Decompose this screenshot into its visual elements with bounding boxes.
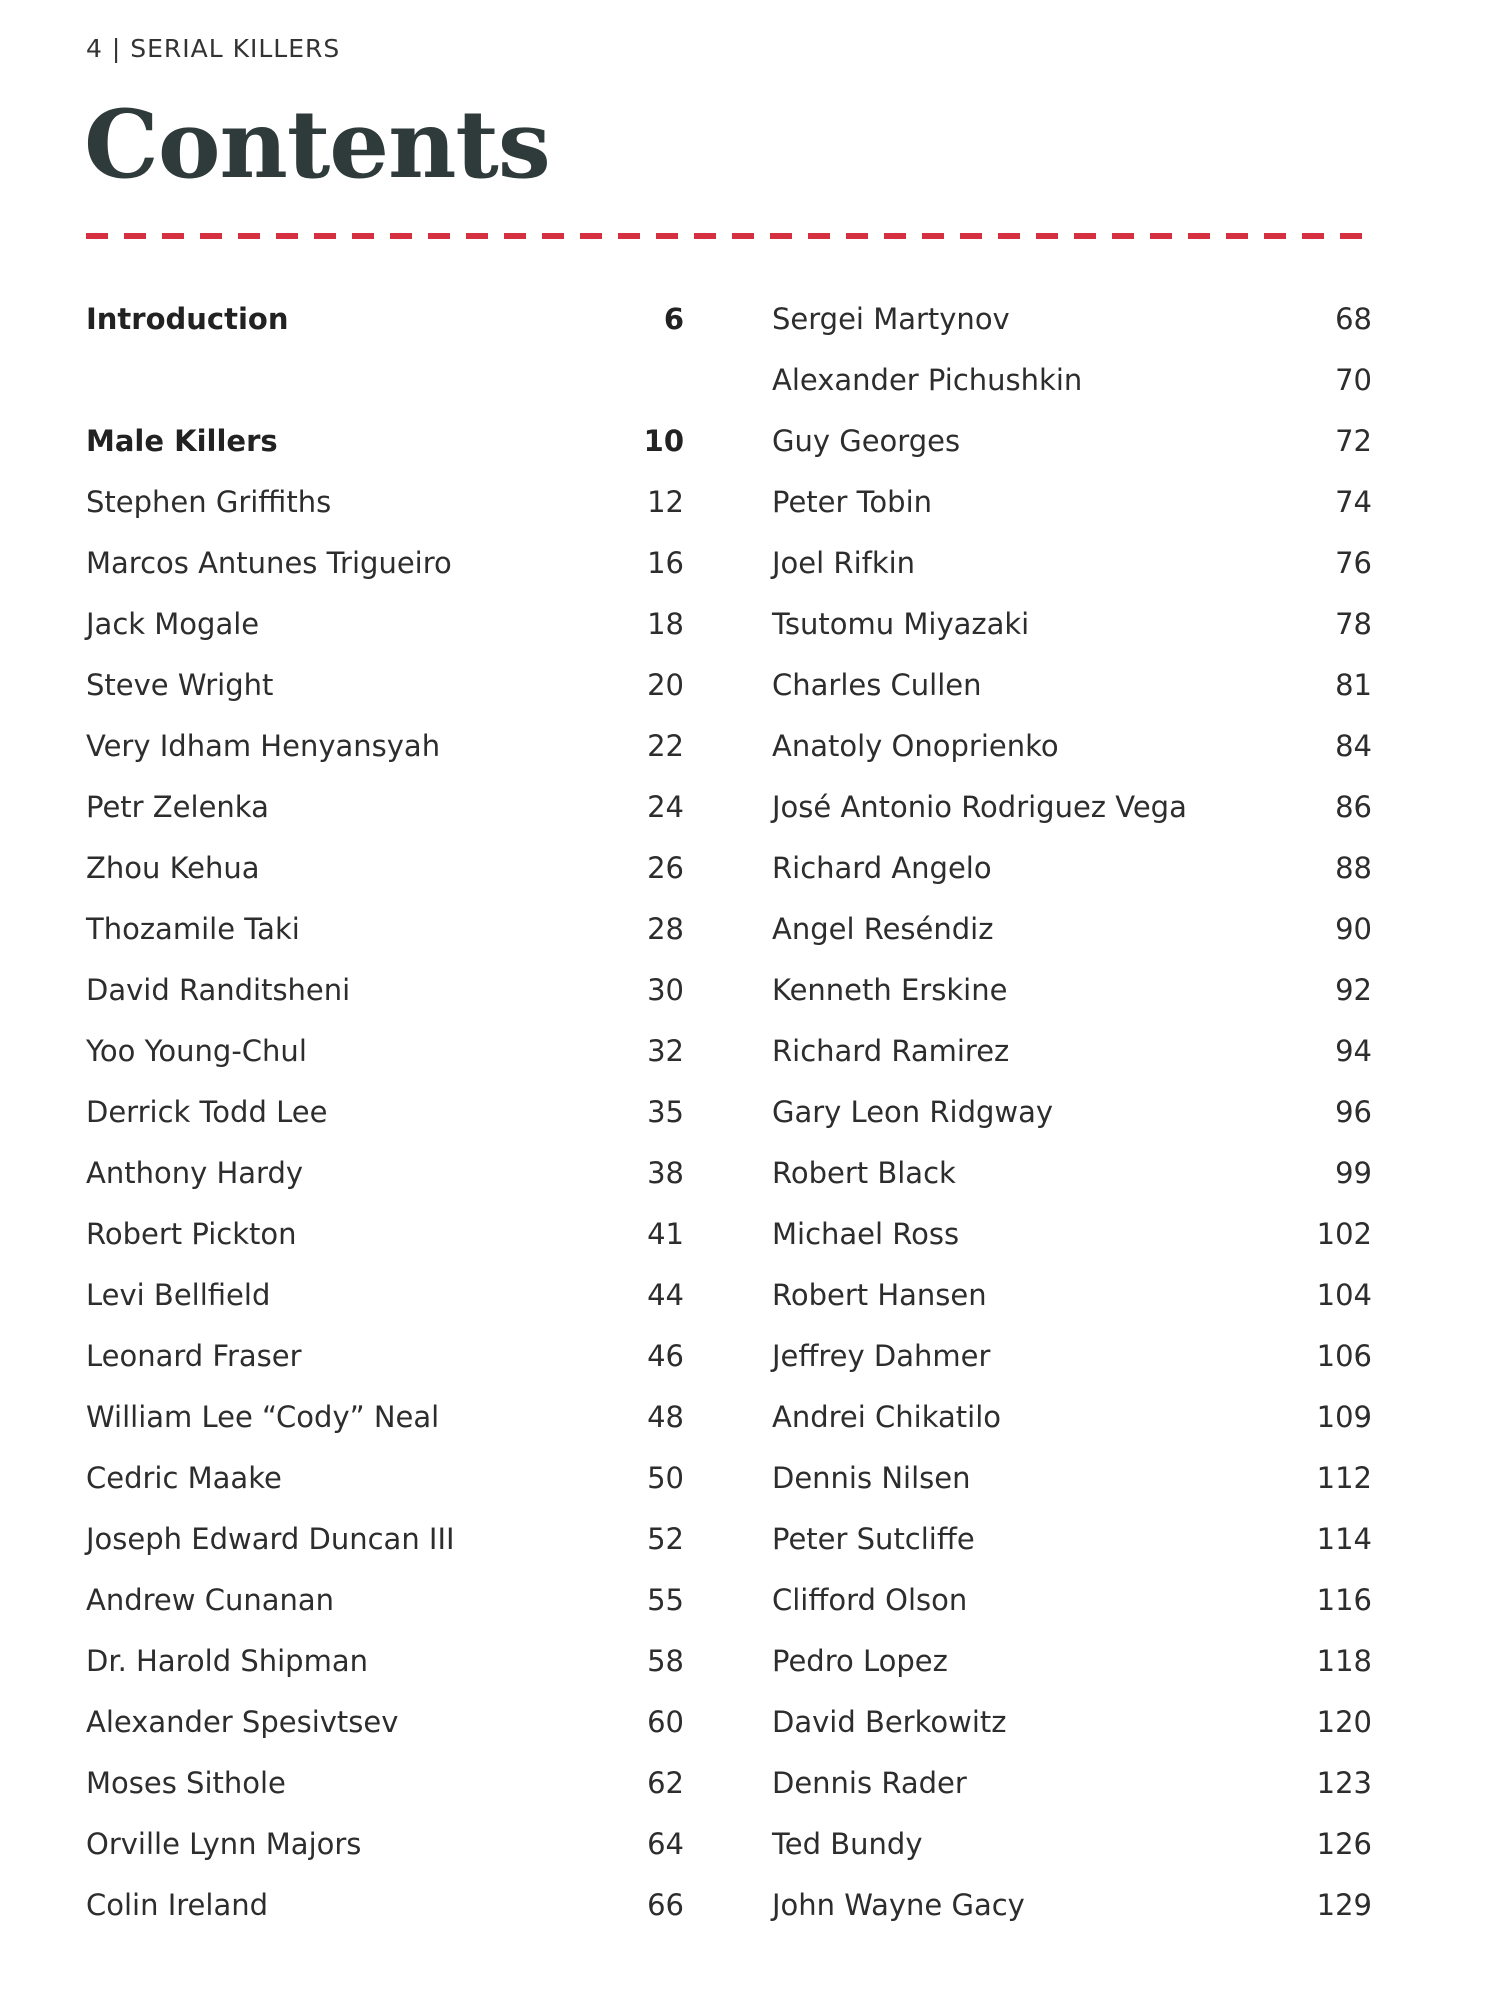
toc-entry-title: Steve Wright bbox=[86, 668, 274, 702]
toc-entry-title: Joseph Edward Duncan III bbox=[86, 1522, 455, 1556]
toc-entry-title: Colin Ireland bbox=[86, 1888, 269, 1922]
toc-entry-title: Richard Angelo bbox=[772, 851, 992, 885]
toc-entry bbox=[772, 838, 1372, 899]
dashed-divider bbox=[86, 233, 1378, 239]
toc-section-heading bbox=[86, 289, 684, 350]
toc-entry bbox=[772, 777, 1372, 838]
toc-entry bbox=[86, 899, 684, 960]
toc-entry-title: Alexander Pichushkin bbox=[772, 363, 1083, 397]
toc-entry-page-number: 114 bbox=[1316, 1522, 1372, 1556]
toc-entry bbox=[772, 716, 1372, 777]
toc-entry bbox=[86, 716, 684, 777]
toc-entry bbox=[772, 533, 1372, 594]
toc-entry-page-number: 52 bbox=[647, 1522, 684, 1556]
toc-entry bbox=[772, 655, 1372, 716]
toc-entry bbox=[772, 1753, 1372, 1814]
toc-entry-title: Moses Sithole bbox=[86, 1766, 286, 1800]
toc-entry bbox=[772, 1326, 1372, 1387]
toc-entry bbox=[772, 350, 1372, 411]
toc-entry bbox=[772, 289, 1372, 350]
toc-entry bbox=[772, 1021, 1372, 1082]
toc-entry-title: Dr. Harold Shipman bbox=[86, 1644, 368, 1678]
toc-entry-page-number: 109 bbox=[1316, 1400, 1372, 1434]
toc-entry-page-number: 106 bbox=[1316, 1339, 1372, 1373]
toc-entry-page-number: 46 bbox=[647, 1339, 684, 1373]
toc-entry-page-number: 30 bbox=[647, 973, 684, 1007]
toc-entry-page-number: 50 bbox=[647, 1461, 684, 1495]
toc-entry-title: Pedro Lopez bbox=[772, 1644, 948, 1678]
toc-entry-page-number: 24 bbox=[647, 790, 684, 824]
toc-left-column bbox=[86, 289, 684, 1936]
toc-entry-title: John Wayne Gacy bbox=[772, 1888, 1025, 1922]
toc-entry-title: Derrick Todd Lee bbox=[86, 1095, 328, 1129]
toc-entry bbox=[86, 1143, 684, 1204]
toc-entry-title: Joel Rifkin bbox=[772, 546, 916, 580]
toc-entry bbox=[86, 838, 684, 899]
toc-entry bbox=[772, 1387, 1372, 1448]
toc-entry-title: Anatoly Onoprienko bbox=[772, 729, 1059, 763]
toc-entry-title: Petr Zelenka bbox=[86, 790, 269, 824]
toc-entry bbox=[772, 1570, 1372, 1631]
toc-entry-page-number: 22 bbox=[647, 729, 684, 763]
toc-entry-page-number: 66 bbox=[647, 1888, 684, 1922]
toc-entry-page-number: 44 bbox=[647, 1278, 684, 1312]
toc-entry-page-number: 55 bbox=[647, 1583, 684, 1617]
toc-entry-title: Orville Lynn Majors bbox=[86, 1827, 362, 1861]
toc-entry-page-number: 6 bbox=[663, 302, 684, 336]
toc-entry-page-number: 74 bbox=[1335, 485, 1372, 519]
toc-entry-title: Jack Mogale bbox=[86, 607, 260, 641]
toc-entry bbox=[86, 960, 684, 1021]
toc-entry-title: José Antonio Rodriguez Vega bbox=[772, 790, 1187, 824]
toc-entry-title: Charles Cullen bbox=[772, 668, 982, 702]
toc-entry bbox=[772, 411, 1372, 472]
toc-entry-page-number: 58 bbox=[647, 1644, 684, 1678]
toc-entry-page-number: 28 bbox=[647, 912, 684, 946]
toc-entry-title: Peter Sutcliffe bbox=[772, 1522, 975, 1556]
toc-entry-title: Robert Pickton bbox=[86, 1217, 297, 1251]
toc-entry bbox=[772, 1143, 1372, 1204]
toc-entry-page-number: 64 bbox=[647, 1827, 684, 1861]
toc-entry-title: Yoo Young-Chul bbox=[86, 1034, 307, 1068]
toc-entry-page-number: 41 bbox=[647, 1217, 684, 1251]
toc-entry-page-number: 81 bbox=[1335, 668, 1372, 702]
toc-entry-title: Andrew Cunanan bbox=[86, 1583, 335, 1617]
toc-entry-title: Ted Bundy bbox=[772, 1827, 923, 1861]
toc-entry-page-number: 20 bbox=[647, 668, 684, 702]
toc-entry-title: Levi Bellfield bbox=[86, 1278, 271, 1312]
toc-entry-title: Thozamile Taki bbox=[86, 912, 300, 946]
toc-right-column bbox=[772, 289, 1372, 1936]
toc-entry-title: Andrei Chikatilo bbox=[772, 1400, 1001, 1434]
toc-entry bbox=[772, 472, 1372, 533]
toc-entry-title: Zhou Kehua bbox=[86, 851, 260, 885]
toc-entry bbox=[86, 533, 684, 594]
toc-entry-page-number: 35 bbox=[647, 1095, 684, 1129]
toc-entry-title: Kenneth Erskine bbox=[772, 973, 1008, 1007]
toc-entry-page-number: 70 bbox=[1335, 363, 1372, 397]
toc-entry-page-number: 112 bbox=[1316, 1461, 1372, 1495]
toc-entry bbox=[86, 1204, 684, 1265]
toc-entry-page-number: 72 bbox=[1335, 424, 1372, 458]
toc-entry-page-number: 126 bbox=[1316, 1827, 1372, 1861]
toc-entry bbox=[86, 1509, 684, 1570]
toc-entry-title: Leonard Fraser bbox=[86, 1339, 302, 1373]
toc-entry-title: Michael Ross bbox=[772, 1217, 960, 1251]
toc-entry-page-number: 18 bbox=[647, 607, 684, 641]
toc-entry bbox=[86, 1326, 684, 1387]
toc-entry-title: Anthony Hardy bbox=[86, 1156, 304, 1190]
toc-entry-page-number: 129 bbox=[1316, 1888, 1372, 1922]
toc-entry bbox=[86, 1692, 684, 1753]
toc-entry-page-number: 120 bbox=[1316, 1705, 1372, 1739]
toc-entry-title: Dennis Rader bbox=[772, 1766, 967, 1800]
toc-entry-title: Angel Reséndiz bbox=[772, 912, 994, 946]
toc-entry bbox=[86, 1021, 684, 1082]
toc-entry-page-number: 94 bbox=[1335, 1034, 1372, 1068]
toc-entry-title: Tsutomu Miyazaki bbox=[772, 607, 1030, 641]
toc-entry bbox=[86, 1753, 684, 1814]
toc-entry-title: David Randitsheni bbox=[86, 973, 351, 1007]
toc-entry bbox=[86, 1814, 684, 1875]
toc-spacer bbox=[86, 350, 684, 411]
toc-entry-page-number: 78 bbox=[1335, 607, 1372, 641]
toc-entry-page-number: 96 bbox=[1335, 1095, 1372, 1129]
toc-entry-title: Sergei Martynov bbox=[772, 302, 1010, 336]
toc-entry bbox=[86, 594, 684, 655]
toc-entry-page-number: 90 bbox=[1335, 912, 1372, 946]
toc-entry bbox=[86, 1448, 684, 1509]
toc-entry bbox=[772, 1265, 1372, 1326]
running-head: 4 | SERIAL KILLERS bbox=[86, 34, 341, 63]
toc-entry-title: Clifford Olson bbox=[772, 1583, 968, 1617]
toc-entry bbox=[772, 1875, 1372, 1936]
toc-entry-title: Robert Hansen bbox=[772, 1278, 987, 1312]
toc-entry bbox=[86, 1082, 684, 1143]
toc-entry-title: Alexander Spesivtsev bbox=[86, 1705, 399, 1739]
toc-entry-title: Stephen Griffiths bbox=[86, 485, 332, 519]
toc-entry bbox=[772, 1814, 1372, 1875]
toc-entry bbox=[772, 1692, 1372, 1753]
toc-entry-title: Jeffrey Dahmer bbox=[772, 1339, 991, 1373]
toc-entry-page-number: 60 bbox=[647, 1705, 684, 1739]
toc-entry bbox=[86, 1570, 684, 1631]
toc-entry-title: Cedric Maake bbox=[86, 1461, 282, 1495]
toc-entry-page-number: 68 bbox=[1335, 302, 1372, 336]
toc-entry-page-number: 86 bbox=[1335, 790, 1372, 824]
toc-entry bbox=[772, 1448, 1372, 1509]
toc-entry bbox=[772, 1204, 1372, 1265]
toc-entry bbox=[772, 1631, 1372, 1692]
toc-entry-page-number: 10 bbox=[643, 424, 684, 458]
toc-entry-page-number: 38 bbox=[647, 1156, 684, 1190]
toc-entry-page-number: 84 bbox=[1335, 729, 1372, 763]
toc-entry-title: Dennis Nilsen bbox=[772, 1461, 971, 1495]
page-title: Contents bbox=[84, 90, 550, 200]
toc-entry-title: Male Killers bbox=[86, 424, 278, 458]
toc-entry bbox=[86, 777, 684, 838]
toc-section-heading bbox=[86, 411, 684, 472]
toc-entry-page-number: 102 bbox=[1316, 1217, 1372, 1251]
toc-entry-page-number: 26 bbox=[647, 851, 684, 885]
toc-entry-title: Robert Black bbox=[772, 1156, 956, 1190]
toc-entry bbox=[86, 1875, 684, 1936]
toc-entry-title: Very Idham Henyansyah bbox=[86, 729, 441, 763]
toc-entry-page-number: 118 bbox=[1316, 1644, 1372, 1678]
toc-entry bbox=[772, 594, 1372, 655]
toc-entry-page-number: 48 bbox=[647, 1400, 684, 1434]
toc-entry bbox=[86, 472, 684, 533]
toc-entry-title: Marcos Antunes Trigueiro bbox=[86, 546, 452, 580]
toc-entry-page-number: 32 bbox=[647, 1034, 684, 1068]
toc-entry-page-number: 92 bbox=[1335, 973, 1372, 1007]
toc-entry bbox=[86, 1631, 684, 1692]
toc-entry-page-number: 62 bbox=[647, 1766, 684, 1800]
toc-entry bbox=[772, 1082, 1372, 1143]
toc-entry-page-number: 16 bbox=[647, 546, 684, 580]
toc-entry bbox=[86, 655, 684, 716]
toc-entry-page-number: 88 bbox=[1335, 851, 1372, 885]
toc-entry-page-number: 116 bbox=[1316, 1583, 1372, 1617]
toc-entry-page-number: 12 bbox=[647, 485, 684, 519]
toc-entry bbox=[772, 899, 1372, 960]
toc-entry-title: Introduction bbox=[86, 302, 289, 336]
toc-entry-title: Guy Georges bbox=[772, 424, 961, 458]
toc-entry-title: David Berkowitz bbox=[772, 1705, 1007, 1739]
toc-entry-title: Richard Ramirez bbox=[772, 1034, 1010, 1068]
toc-entry-page-number: 76 bbox=[1335, 546, 1372, 580]
toc-entry-page-number: 99 bbox=[1335, 1156, 1372, 1190]
toc-entry-title: William Lee “Cody” Neal bbox=[86, 1400, 440, 1434]
toc-entry bbox=[772, 960, 1372, 1021]
toc-entry bbox=[772, 1509, 1372, 1570]
toc-entry-title: Peter Tobin bbox=[772, 485, 933, 519]
toc-entry bbox=[86, 1265, 684, 1326]
toc-entry bbox=[86, 1387, 684, 1448]
toc-entry-page-number: 123 bbox=[1316, 1766, 1372, 1800]
toc-entry-title: Gary Leon Ridgway bbox=[772, 1095, 1054, 1129]
toc-entry-page-number: 104 bbox=[1316, 1278, 1372, 1312]
